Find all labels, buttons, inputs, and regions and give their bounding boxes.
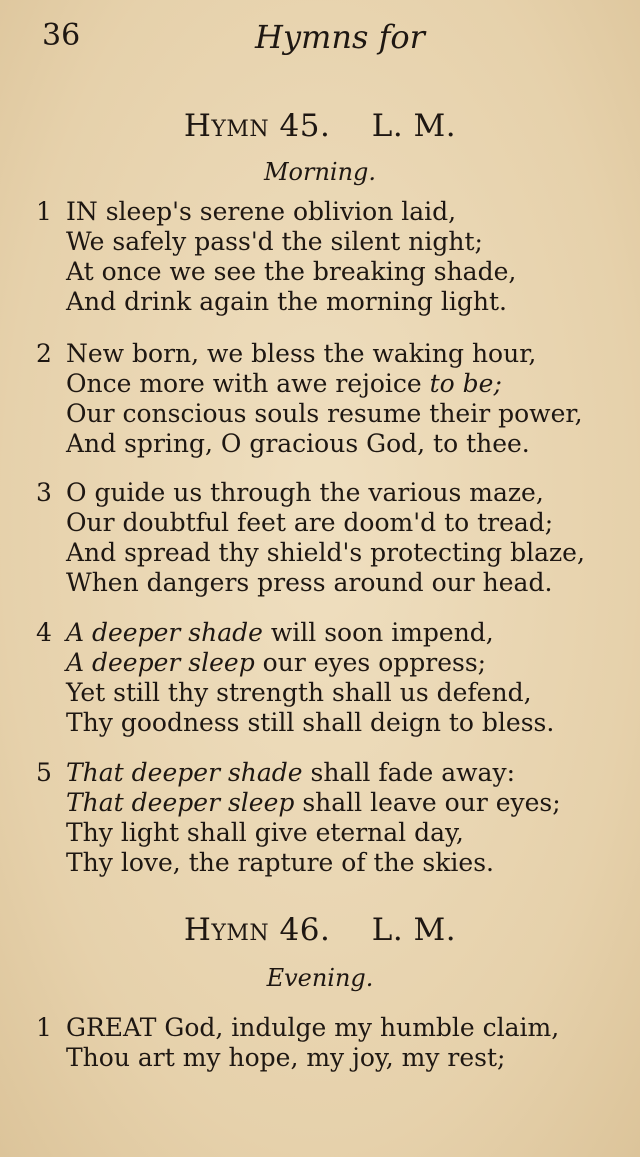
verse-line: Thou art my hope, my joy, my rest;	[66, 1043, 506, 1072]
stanza	[0, 478, 600, 598]
verse-line: And drink again the morning light.	[66, 287, 507, 316]
verse-line	[66, 618, 494, 648]
hymn-number: 46.	[279, 912, 331, 948]
stanza-number: 5	[36, 758, 52, 787]
hymn-word: Hymn	[183, 108, 270, 144]
verse-line: IN sleep's serene oblivion laid,	[66, 197, 457, 226]
verse-line: Thy light shall give eternal day,	[66, 818, 464, 847]
verse-text: our eyes oppress;	[254, 648, 487, 677]
stanza	[0, 758, 600, 878]
verse-line: And spring, O gracious God, to thee.	[66, 429, 530, 458]
hymn-meter: L. M.	[371, 912, 457, 948]
verse-text: shall fade away:	[302, 758, 515, 787]
hymn-45-subtitle: Morning.	[263, 158, 377, 186]
verse-line: Yet still thy strength shall us defend,	[66, 678, 532, 707]
stanza-number: 3	[36, 478, 52, 507]
verse-line: And spread thy shield's protecting blaze,	[66, 538, 585, 567]
verse-line: Thy love, the rapture of the skies.	[66, 848, 494, 877]
verse-line	[66, 758, 515, 788]
verse-italic: to be;	[429, 369, 502, 398]
verse-italic: A deeper shade	[66, 618, 263, 647]
verse-italic: That deeper shade	[66, 758, 303, 787]
verse-line: Our doubtful feet are doom'd to tread;	[66, 508, 554, 537]
hymn-meter: L. M.	[371, 108, 457, 144]
hymn-46-subtitle: Evening.	[266, 964, 374, 992]
stanza	[0, 197, 600, 317]
verse-line	[66, 648, 486, 678]
stanza-number: 1	[36, 197, 52, 226]
verse-text: Once more with awe rejoice	[66, 369, 430, 398]
stanza	[0, 339, 600, 459]
verse-line: At once we see the breaking shade,	[66, 257, 517, 286]
stanza	[0, 1013, 600, 1073]
stanza-number: 1	[36, 1013, 52, 1042]
verse-line: GREAT God, indulge my humble claim,	[66, 1013, 560, 1042]
hymn-45-title	[0, 108, 640, 144]
verse-line: O guide us through the various maze,	[66, 478, 544, 507]
hymn-46-title	[0, 912, 640, 948]
hymn-word: Hymn	[183, 912, 270, 948]
verse-line: We safely pass'd the silent night;	[66, 227, 483, 256]
stanza	[0, 618, 600, 738]
verse-italic: That deeper sleep	[66, 788, 295, 817]
verse-text: will soon impend,	[262, 618, 494, 647]
hymn-number: 45.	[279, 108, 331, 144]
verse-line	[66, 788, 561, 818]
running-head: Hymns for	[255, 18, 425, 56]
stanza-number: 4	[36, 618, 52, 647]
stanza-number: 2	[36, 339, 52, 368]
page-number: 36	[42, 18, 81, 53]
verse-italic: A deeper sleep	[66, 648, 255, 677]
verse-line	[66, 369, 502, 399]
verse-text: shall leave our eyes;	[294, 788, 561, 817]
verse-line: When dangers press around our head.	[66, 568, 553, 597]
verse-line: Thy goodness still shall deign to bless.	[66, 708, 555, 737]
verse-line: Our conscious souls resume their power,	[66, 399, 583, 428]
verse-line: New born, we bless the waking hour,	[66, 339, 537, 368]
